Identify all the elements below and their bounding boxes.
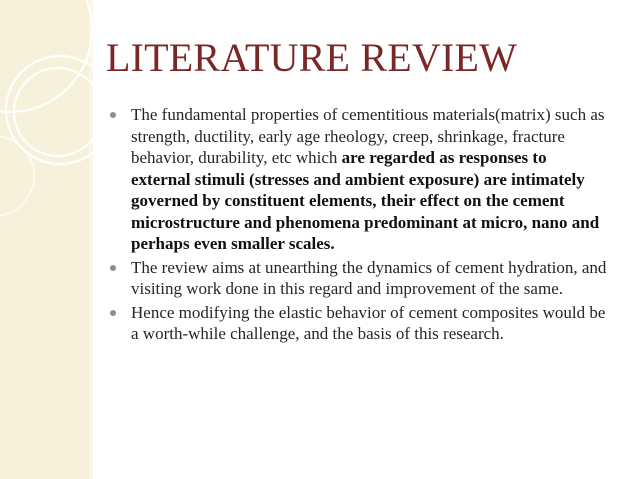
- bullet-1-bold-text: are regarded as responses to external stimuli (stresses and ambient exposure) are intimately governed by constituent elements, their effect on the cement microstructure and phenomena predominant at micro, nano and perhaps even smaller scales.: [131, 148, 600, 253]
- bullet-icon: [110, 310, 116, 316]
- bullet-1-text: The fundamental properties of cementitious materials(matrix) such as strength, ductility, early age rheology, creep, shrinkage, fracture behavior, durability, etc which: [131, 105, 605, 167]
- bullet-item-2: [108, 257, 608, 300]
- bullet-item-1: [108, 104, 608, 255]
- bullet-icon: [110, 265, 116, 271]
- bullet-2-text: The review aims at unearthing the dynamics of cement hydration, and visiting work done in this regard and improvement of the same.: [131, 257, 607, 298]
- slide-title: LITERATURE REVIEW: [106, 35, 518, 80]
- bullet-item-3: [108, 302, 608, 345]
- bullet-list: [108, 104, 608, 347]
- bullet-icon: [110, 112, 116, 118]
- bullet-3-text: Hence modifying the elastic behavior of cement composites would be a worth-while challenge, and the basis of this research.: [131, 302, 606, 343]
